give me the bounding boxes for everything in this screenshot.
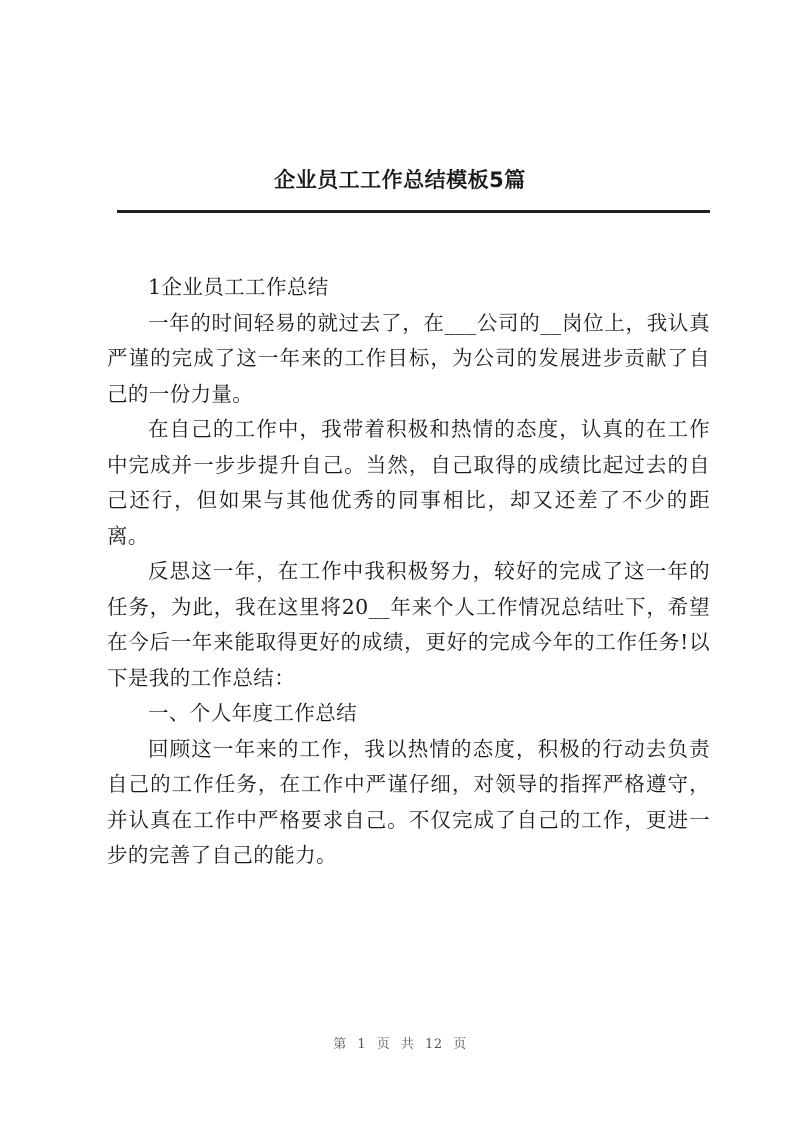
paragraph: 反思这一年，在工作中我积极努力，较好的完成了这一年的任务，为此，我在这里将20__年来个人工作情况总结吐下，希望在今后一年来能取得更好的成绩，更好的完成今年的工作任务!以下是我的工作总结： bbox=[107, 559, 710, 690]
paragraph: 回顾这一年来的工作，我以热情的态度，积极的行动去负责自己的工作任务，在工作中严谨仔细，对领导的指挥严格遵守，并认真在工作中严格要求自己。不仅完成了自己的工作，更进一步的完善了自己的能力。 bbox=[107, 736, 710, 867]
title-divider bbox=[117, 210, 710, 213]
paragraph: 在自己的工作中，我带着积极和热情的态度，认真的在工作中完成并一步步提升自己。当然，自己取得的成绩比起过去的自己还行，但如果与其他优秀的同事相比，却又还差了不少的距离。 bbox=[107, 417, 710, 548]
document-body bbox=[107, 270, 710, 874]
section-heading: 1企业员工工作总结 bbox=[148, 275, 329, 299]
page-number-footer: 第 1 页 共 12 页 bbox=[333, 1037, 467, 1052]
subsection-heading: 一、个人年度工作总结 bbox=[148, 701, 357, 725]
document-title: 企业员工工作总结模板5篇 bbox=[274, 168, 526, 192]
paragraph: 一年的时间轻易的就过去了，在___公司的__岗位上，我认真严谨的完成了这一年来的工作目标，为公司的发展进步贡献了自己的一份力量。 bbox=[107, 310, 710, 406]
